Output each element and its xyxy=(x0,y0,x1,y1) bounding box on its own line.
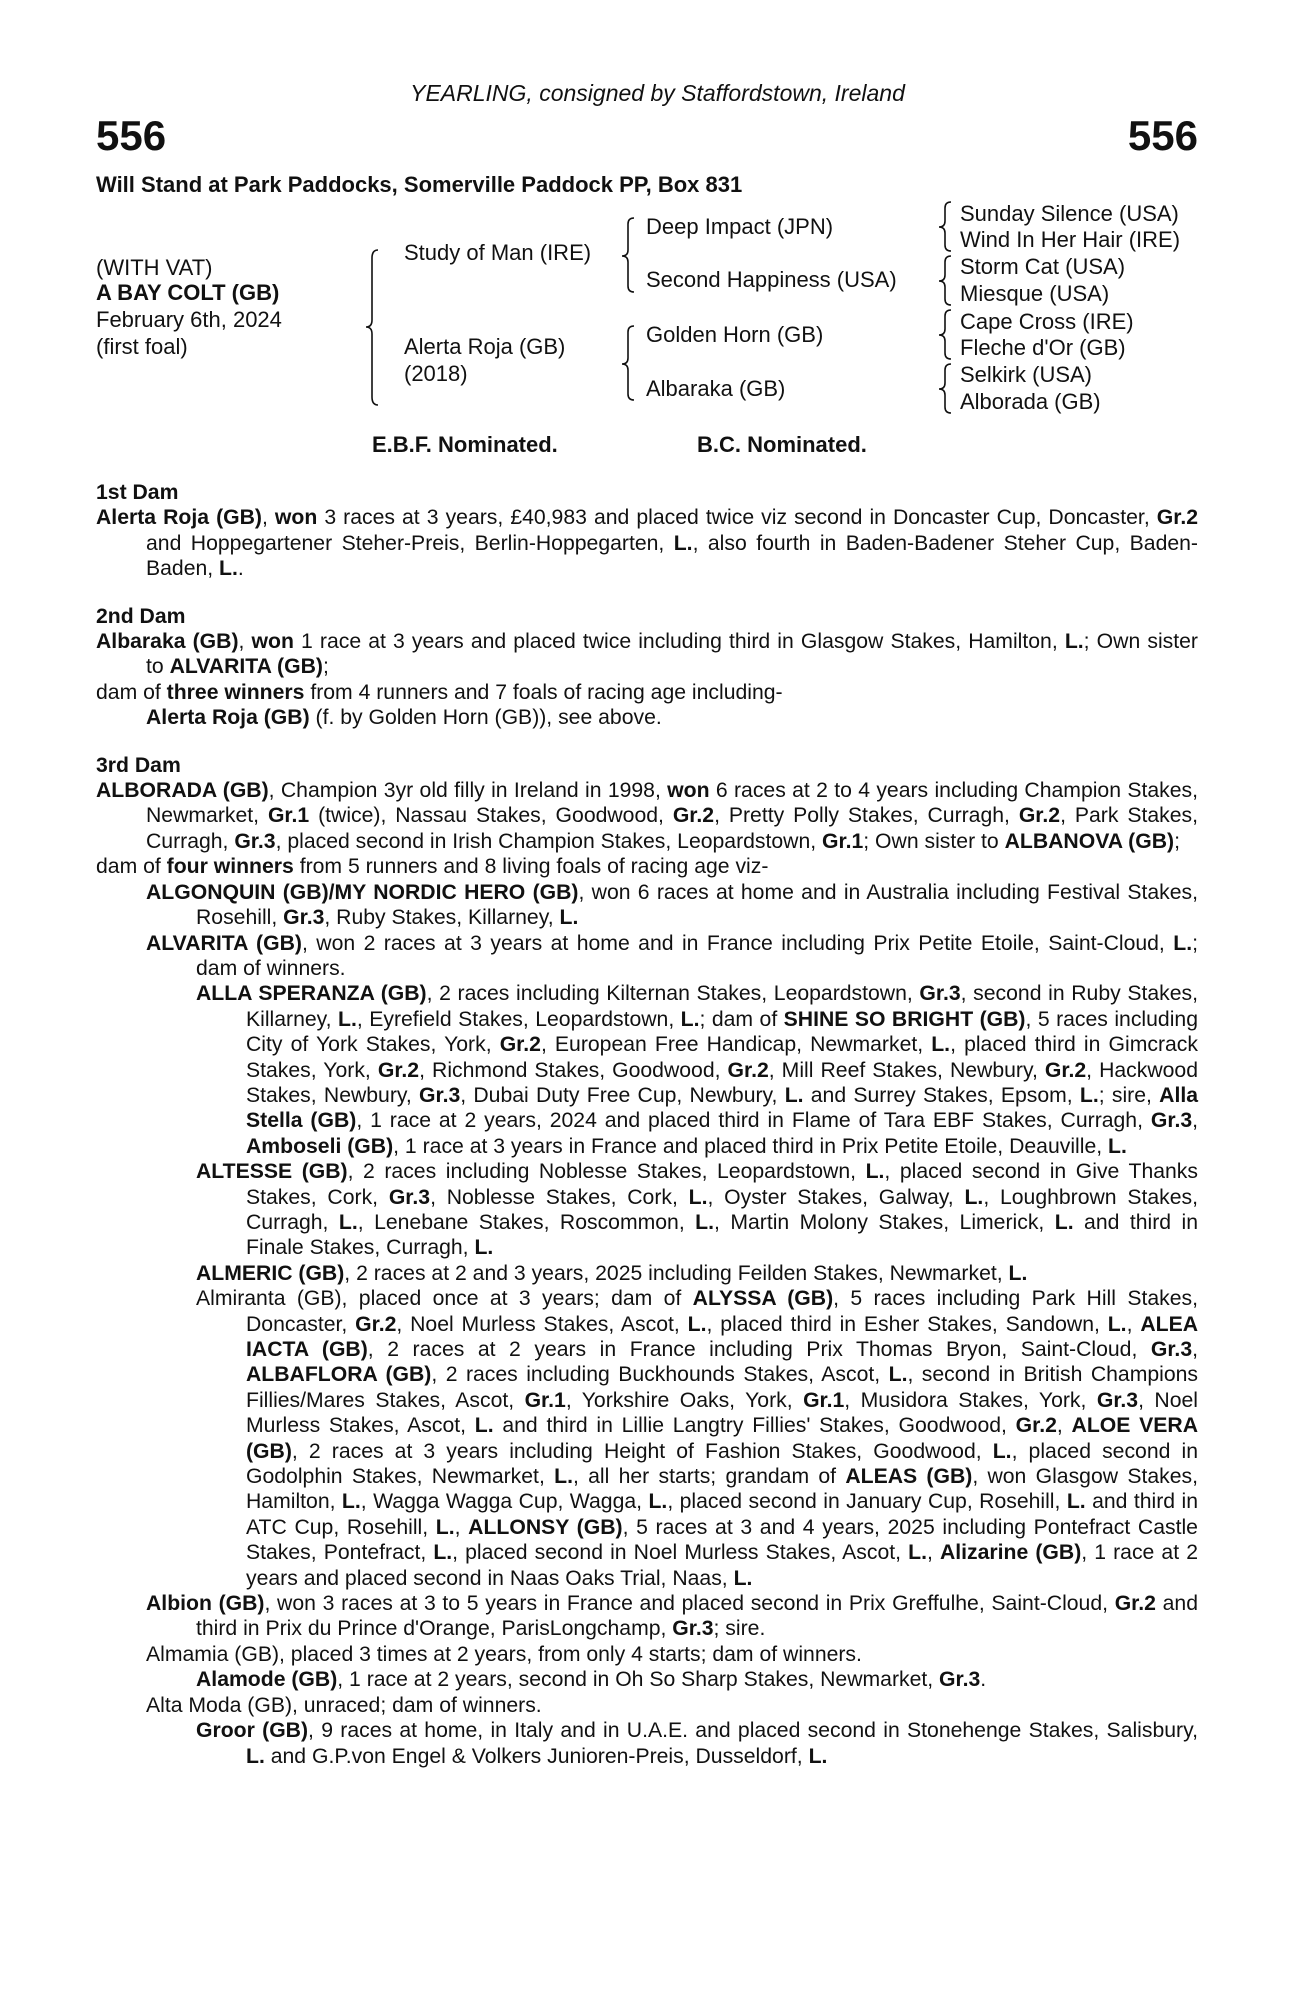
entry-text: Alta Moda (GB), unraced; dam of winners. xyxy=(146,1693,542,1717)
horse-or-grade-bold: L. xyxy=(338,1007,357,1031)
horse-or-grade-bold: L. xyxy=(554,1465,573,1489)
bc-nomination: B.C. Nominated. xyxy=(697,432,867,457)
entry-text: , 5 races at 3 and 4 years, 2025 including Pontefract Castle Stakes, Pontefract, xyxy=(246,1515,1198,1565)
entry-text: , placed second in Godolphin Stakes, Newmarket, xyxy=(246,1439,1198,1489)
entry-text: , won 2 races at 3 years at home and in France including Prix Petite Etoile, Saint-Cloud, xyxy=(301,931,1174,955)
ggs-5: Cape Cross (IRE) xyxy=(960,309,1134,334)
horse-or-grade-bold: L. xyxy=(695,1210,715,1234)
ggs-7: Selkirk (USA) xyxy=(960,362,1093,387)
section-heading: 2nd Dam xyxy=(96,604,186,628)
entry-text: , Musidora Stakes, York, xyxy=(844,1388,1097,1412)
entry-text: 1 race at 3 years and placed twice including third in Glasgow Stakes, Hamilton, xyxy=(293,630,1065,654)
lot-number-right: 556 xyxy=(1127,112,1198,159)
pedigree-entry xyxy=(96,1642,1198,1667)
horse-or-grade-bold: Gr.3 xyxy=(388,1185,431,1209)
entry-text: , Park Stakes, Curragh, xyxy=(146,804,1198,853)
pedigree-entry xyxy=(96,1286,1198,1591)
horse-or-grade-bold: L. xyxy=(1064,630,1084,654)
horse-or-grade-bold: Albaraka (GB) xyxy=(96,630,239,654)
horse-or-grade-bold: ALEAS (GB) xyxy=(845,1465,973,1489)
pedigree-entry xyxy=(96,1718,1198,1769)
vat-note: (WITH VAT) xyxy=(96,255,213,280)
entry-text: and third in Finale Stakes, Curragh, xyxy=(246,1210,1199,1260)
foal-note: (first foal) xyxy=(96,334,188,359)
horse-or-grade-bold: L. xyxy=(992,1439,1012,1463)
entry-text: , 2 races at 3 years including Height of Fashion Stakes, Goodwood, xyxy=(291,1439,993,1463)
pedigree-entry xyxy=(96,880,1198,931)
pedigree-entry xyxy=(96,1667,1198,1692)
horse-or-grade-bold: ALVARITA (GB) xyxy=(169,655,323,679)
dam-dam: Albaraka (GB) xyxy=(646,376,786,401)
entry-text: , xyxy=(261,506,275,530)
entry-text: ; sire, xyxy=(1098,1083,1160,1107)
entry-text: dam of xyxy=(96,855,167,879)
horse-or-grade-bold: ALOE VERA (GB) xyxy=(246,1414,1198,1463)
entry-text: , xyxy=(1056,1414,1072,1438)
entry-text: , second in British Champions Fillies/Mares Stakes, Ascot, xyxy=(246,1363,1198,1412)
pedigree-entry xyxy=(96,680,1198,705)
horse-or-grade-bold: won xyxy=(274,506,318,530)
foaling-date: February 6th, 2024 xyxy=(96,307,282,332)
horse-or-grade-bold: L. xyxy=(246,1744,265,1768)
horse-or-grade-bold: ALBAFLORA (GB) xyxy=(246,1363,432,1387)
ggs-2: Wind In Her Hair (IRE) xyxy=(960,227,1181,252)
horse-or-grade-bold: Amboseli (GB) xyxy=(246,1134,394,1158)
horse-or-grade-bold: L. xyxy=(1108,1134,1127,1158)
horse-or-grade-bold: ALMERIC (GB) xyxy=(196,1261,345,1285)
ggs-8: Alborada (GB) xyxy=(960,389,1101,414)
entry-text: , Noel Murless Stakes, Ascot, xyxy=(396,1312,688,1336)
entry-text: , Mill Reef Stakes, Newbury, xyxy=(768,1058,1045,1082)
horse-or-grade-bold: L. xyxy=(931,1033,951,1057)
horse-or-grade-bold: L. xyxy=(1107,1312,1127,1336)
entry-text: from 5 runners and 8 living foals of racing age viz- xyxy=(293,855,769,879)
horse-or-grade-bold: Gr.3 xyxy=(234,829,276,853)
horse-or-grade-bold: Gr.1 xyxy=(267,804,310,828)
horse-or-grade-bold: L. xyxy=(474,1414,494,1438)
horse-or-grade-bold: Alizarine (GB) xyxy=(939,1541,1082,1565)
horse-or-grade-bold: Alamode (GB) xyxy=(196,1668,338,1692)
horse-or-grade-bold: SHINE SO BRIGHT (GB) xyxy=(783,1007,1026,1031)
entry-text: , European Free Handicap, Newmarket, xyxy=(540,1033,932,1057)
entry-text: 3 races at 3 years, £40,983 and placed twice viz second in Doncaster Cup, Doncaster, xyxy=(317,506,1157,530)
pedigree-entry xyxy=(96,1261,1198,1286)
brace-icon xyxy=(366,250,378,405)
horse-or-grade-bold: L. xyxy=(680,1007,700,1031)
horse-or-grade-bold: Gr.2 xyxy=(1015,1414,1057,1438)
pedigree-entry xyxy=(96,778,1198,854)
pedigree-entry xyxy=(96,1693,1198,1718)
horse-or-grade-bold: Gr.1 xyxy=(803,1388,845,1412)
entry-text: , Eyrefield Stakes, Leopardstown, xyxy=(356,1007,681,1031)
entry-text: and third in ATC Cup, Rosehill, xyxy=(246,1490,1199,1539)
horse-or-grade-bold: L. xyxy=(1173,931,1193,955)
entry-text: , 2 races including Buckhounds Stakes, Ascot, xyxy=(431,1363,889,1387)
entry-text: , xyxy=(454,1515,469,1539)
sire-sire: Deep Impact (JPN) xyxy=(646,214,834,239)
horse-or-grade-bold: L. xyxy=(338,1210,358,1234)
entry-text: , Loughbrown Stakes, Curragh, xyxy=(246,1185,1199,1234)
entry-text: ; Own sister to xyxy=(146,630,1198,679)
horse-or-grade-bold: ALLA SPERANZA (GB) xyxy=(196,982,427,1006)
entry-text: ; dam of xyxy=(699,1007,784,1031)
dam: Alerta Roja (GB) xyxy=(404,334,566,359)
horse-or-grade-bold: L. xyxy=(648,1490,668,1514)
horse-or-grade-bold: Gr.2 xyxy=(1018,804,1061,828)
horse-or-grade-bold: L. xyxy=(673,531,693,555)
horse-or-grade-bold: L. xyxy=(784,1083,804,1107)
entry-text: and Hoppegartener Steher-Preis, Berlin-Hoppegarten, xyxy=(146,531,674,555)
horse-or-grade-bold: ALBORADA (GB) xyxy=(96,779,269,803)
horse-or-grade-bold: L. xyxy=(888,1363,908,1387)
horse-or-grade-bold: Gr.2 xyxy=(1044,1058,1087,1082)
horse-or-grade-bold: L. xyxy=(688,1185,708,1209)
horse-or-grade-bold: ALGONQUIN (GB)/MY NORDIC HERO (GB) xyxy=(146,880,579,904)
entry-text: and third in Lillie Langtry Fillies' Stakes, Goodwood, xyxy=(493,1414,1016,1438)
horse-or-grade-bold: L. xyxy=(1066,1490,1086,1514)
entry-text: , Noblesse Stakes, Cork, xyxy=(430,1185,689,1209)
entry-text: , placed second in January Cup, Rosehill, xyxy=(667,1490,1067,1514)
consignment-heading: YEARLING, consigned by Staffordstown, Ireland xyxy=(410,80,905,106)
sire-dam: Second Happiness (USA) xyxy=(646,267,897,292)
entry-text: and Surrey Stakes, Epsom, xyxy=(803,1083,1080,1107)
horse-or-grade-bold: L. xyxy=(733,1566,753,1590)
pedigree-entry xyxy=(96,705,1198,730)
horse-or-grade-bold: L. xyxy=(808,1744,828,1768)
entry-text: , Yorkshire Oaks, York, xyxy=(565,1388,804,1412)
entry-text: , won 6 races at home and in Australia including Festival Stakes, Rosehill, xyxy=(196,880,1198,930)
entry-text: Almiranta (GB), placed once at 3 years; dam of xyxy=(196,1287,693,1311)
horse-or-grade-bold: Gr.3 xyxy=(919,982,961,1006)
ggs-6: Fleche d'Or (GB) xyxy=(960,335,1126,360)
horse-or-grade-bold: L. xyxy=(1008,1261,1028,1285)
horse-or-grade-bold: ALVARITA (GB) xyxy=(146,931,302,955)
horse-or-grade-bold: Gr.2 xyxy=(355,1312,397,1336)
horse-or-grade-bold: four winners xyxy=(166,855,294,879)
horse-or-grade-bold: L. xyxy=(1079,1083,1099,1107)
horse-or-grade-bold: ALTESSE (GB) xyxy=(196,1160,348,1184)
horse-or-grade-bold: Gr.3 xyxy=(283,906,325,930)
entry-text: , xyxy=(1126,1312,1141,1336)
horse-or-grade-bold: Gr.3 xyxy=(1150,1109,1193,1133)
horse-name: A BAY COLT (GB) xyxy=(96,280,280,305)
entry-text: ; dam of winners. xyxy=(196,931,1198,980)
entry-text: ; xyxy=(322,655,329,679)
pedigree-entry xyxy=(96,1591,1198,1642)
horse-or-grade-bold: L. xyxy=(687,1312,707,1336)
horse-or-grade-bold: Gr.1 xyxy=(524,1388,566,1412)
entry-text: ; xyxy=(1174,829,1180,853)
entry-text: , won Glasgow Stakes, Hamilton, xyxy=(246,1465,1198,1514)
entry-text: , xyxy=(926,1541,940,1565)
horse-or-grade-bold: Albion (GB) xyxy=(146,1592,265,1616)
horse-or-grade-bold: L. xyxy=(1054,1210,1074,1234)
horse-or-grade-bold: L. xyxy=(474,1236,494,1260)
entry-text: , Champion 3yr old filly in Ireland in 1998, xyxy=(268,779,668,803)
horse-or-grade-bold: L. xyxy=(559,906,579,930)
entry-text: 6 races at 2 to 4 years including Champion Stakes, Newmarket, xyxy=(146,779,1198,828)
entry-text: , second in Ruby Stakes, Killarney, xyxy=(246,982,1198,1031)
dam-sire: Golden Horn (GB) xyxy=(646,322,824,347)
entry-text: , Pretty Polly Stakes, Curragh, xyxy=(714,804,1019,828)
stabling-info: Will Stand at Park Paddocks, Somerville Paddock PP, Box 831 xyxy=(96,172,743,197)
entry-text: ; sire. xyxy=(713,1617,766,1641)
entry-text: , placed second in Irish Champion Stakes, Leopardstown, xyxy=(275,829,823,853)
entry-text: , placed third in Gimcrack Stakes, York, xyxy=(246,1033,1198,1082)
entry-text: , 2 races at 2 years in France including Prix Thomas Bryon, Saint-Cloud, xyxy=(367,1338,1151,1361)
horse-or-grade-bold: L. xyxy=(865,1160,885,1184)
entry-text: , also fourth in Baden-Badener Steher Cup, Baden-Baden, xyxy=(146,531,1198,581)
entry-text: , Noel Murless Stakes, Ascot, xyxy=(246,1388,1198,1438)
entry-text: , Dubai Duty Free Cup, Newbury, xyxy=(460,1083,785,1107)
entry-text: , Lenebane Stakes, Roscommon, xyxy=(357,1210,696,1234)
brace-icon xyxy=(939,202,951,251)
brace-icon xyxy=(939,364,951,413)
ggs-3: Storm Cat (USA) xyxy=(960,254,1126,279)
brace-icon xyxy=(622,218,634,292)
horse-or-grade-bold: Alla Stella (GB) xyxy=(246,1083,1198,1133)
entry-text: , 1 race at 3 years in France and placed third in Prix Petite Etoile, Deauville, xyxy=(393,1134,1109,1158)
horse-or-grade-bold: L. xyxy=(435,1515,455,1539)
entry-text: from 4 runners and 7 foals of racing age including- xyxy=(304,680,783,704)
pedigree-entry xyxy=(96,981,1198,1159)
entry-text: , Hackwood Stakes, Newbury, xyxy=(246,1058,1198,1107)
horse-or-grade-bold: Gr.2 xyxy=(727,1058,769,1082)
entry-text: , Wagga Wagga Cup, Wagga, xyxy=(360,1490,649,1514)
horse-or-grade-bold: Gr.3 xyxy=(672,1617,714,1641)
entry-text: , 2 races including Noblesse Stakes, Leopardstown, xyxy=(347,1160,866,1184)
section-heading: 3rd Dam xyxy=(96,753,181,777)
entry-text: (twice), Nassau Stakes, Goodwood, xyxy=(309,804,673,828)
entry-text: and third in Prix du Prince d'Orange, ParisLongchamp, xyxy=(196,1592,1198,1641)
horse-or-grade-bold: three winners xyxy=(166,680,305,704)
horse-or-grade-bold: Alerta Roja (GB) xyxy=(146,706,310,730)
entry-text: , 1 race at 2 years, second in Oh So Sharp Stakes, Newmarket, xyxy=(337,1668,940,1692)
entry-text: , placed third in Esher Stakes, Sandown, xyxy=(706,1312,1108,1336)
entry-text: , 2 races including Kilternan Stakes, Leopardstown, xyxy=(426,982,920,1006)
pedigree-entry xyxy=(96,931,1198,982)
entry-text: , Martin Molony Stakes, Limerick, xyxy=(714,1210,1055,1234)
entry-text: , 5 races including Park Hill Stakes, Doncaster, xyxy=(246,1287,1198,1336)
horse-or-grade-bold: Alerta Roja (GB) xyxy=(96,506,262,530)
catalogue-pedigree-notes xyxy=(96,480,1198,1769)
entry-text: , placed second in Give Thanks Stakes, Cork, xyxy=(246,1160,1198,1209)
horse-or-grade-bold: Gr.2 xyxy=(1156,506,1198,530)
entry-text: , xyxy=(1192,1109,1199,1133)
dam-year: (2018) xyxy=(404,361,468,386)
horse-or-grade-bold: Gr.2 xyxy=(499,1033,541,1057)
horse-or-grade-bold: L. xyxy=(908,1541,927,1565)
ggs-1: Sunday Silence (USA) xyxy=(960,201,1179,226)
entry-text: dam of xyxy=(96,680,167,704)
pedigree-entry xyxy=(96,629,1198,680)
horse-or-grade-bold: Gr.3 xyxy=(1096,1388,1139,1412)
ggs-4: Miesque (USA) xyxy=(960,281,1110,306)
pedigree-entry xyxy=(96,505,1198,581)
horse-or-grade-bold: L. xyxy=(341,1490,361,1514)
horse-or-grade-bold: ALYSSA (GB) xyxy=(692,1287,834,1311)
horse-or-grade-bold: Groor (GB) xyxy=(196,1719,309,1743)
entry-text: , Oyster Stakes, Galway, xyxy=(707,1185,965,1209)
horse-or-grade-bold: won xyxy=(251,630,294,654)
brace-icon xyxy=(939,310,951,359)
lot-number-left: 556 xyxy=(96,112,167,159)
entry-text: , xyxy=(238,630,252,654)
entry-text: , 5 races including City of York Stakes, York, xyxy=(246,1007,1198,1057)
horse-or-grade-bold: ALEA IACTA (GB) xyxy=(246,1312,1199,1361)
entry-text: and G.P.von Engel & Volkers Junioren-Preis, Dusseldorf, xyxy=(264,1744,809,1768)
horse-or-grade-bold: ALBANOVA (GB) xyxy=(1004,829,1175,853)
entry-text: , won 3 races at 3 to 5 years in France and placed second in Prix Greffulhe, Saint-Cloud, xyxy=(264,1592,1115,1616)
entry-text: (f. by Golden Horn (GB)), see above. xyxy=(309,706,662,730)
horse-or-grade-bold: L. xyxy=(219,557,238,581)
horse-or-grade-bold: won xyxy=(667,779,710,803)
entry-text: ; Own sister to xyxy=(863,829,1005,853)
brace-icon xyxy=(622,326,634,400)
section-heading: 1st Dam xyxy=(96,481,179,504)
horse-or-grade-bold: L. xyxy=(964,1185,984,1209)
horse-or-grade-bold: Gr.1 xyxy=(822,829,864,853)
ebf-nomination: E.B.F. Nominated. xyxy=(372,432,558,457)
entry-text: , 1 race at 2 years and placed second in Naas Oaks Trial, Naas, xyxy=(246,1541,1198,1590)
horse-or-grade-bold: Gr.3 xyxy=(419,1083,461,1107)
entry-text: Almamia (GB), placed 3 times at 2 years, from only 4 starts; dam of winners. xyxy=(146,1642,862,1666)
entry-text: , 2 races at 2 and 3 years, 2025 including Feilden Stakes, Newmarket, xyxy=(344,1261,1009,1285)
entry-text: , Richmond Stakes, Goodwood, xyxy=(419,1058,728,1082)
entry-text: , Ruby Stakes, Killarney, xyxy=(324,906,560,930)
entry-text: , all her starts; grandam of xyxy=(572,1465,846,1489)
entry-text: , 1 race at 2 years, 2024 and placed third in Flame of Tara EBF Stakes, Curragh, xyxy=(356,1109,1151,1133)
horse-or-grade-bold: Gr.2 xyxy=(672,804,715,828)
horse-or-grade-bold: Gr.3 xyxy=(939,1668,981,1692)
brace-icon xyxy=(939,256,951,305)
horse-or-grade-bold: Gr.3 xyxy=(1150,1338,1193,1361)
horse-or-grade-bold: L. xyxy=(433,1541,453,1565)
entry-text: , xyxy=(1192,1338,1198,1361)
entry-text: , 9 races at home, in Italy and in U.A.E. and placed second in Stonehenge Stakes, Salisbury, xyxy=(308,1719,1198,1743)
entry-text: . xyxy=(980,1668,987,1692)
pedigree-entry xyxy=(96,1159,1198,1261)
horse-or-grade-bold: Gr.2 xyxy=(1114,1592,1156,1616)
horse-or-grade-bold: Gr.2 xyxy=(377,1058,420,1082)
entry-text: , placed second in Noel Murless Stakes, Ascot, xyxy=(452,1541,909,1565)
pedigree-entry xyxy=(96,854,1198,879)
horse-or-grade-bold: ALLONSY (GB) xyxy=(468,1515,623,1539)
entry-text: . xyxy=(237,557,244,581)
sire: Study of Man (IRE) xyxy=(404,240,592,265)
